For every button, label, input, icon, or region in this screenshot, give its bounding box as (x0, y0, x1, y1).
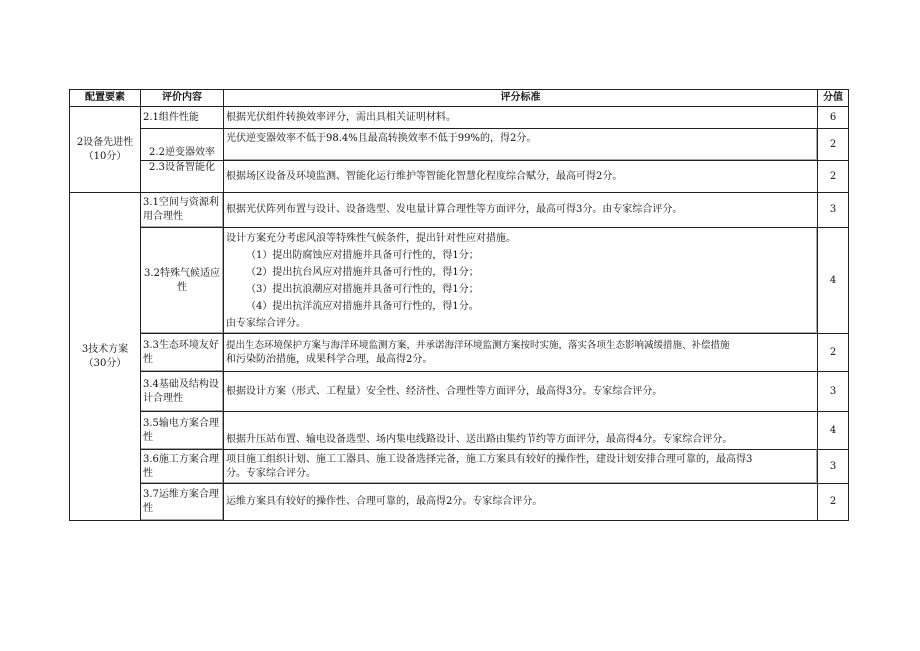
header-row (70, 90, 849, 107)
score-cell: 4 (818, 228, 849, 334)
scoring-table (69, 89, 849, 521)
header-criteria: 评分标准 (224, 90, 818, 107)
criteria-cell (224, 412, 818, 450)
criteria-cell (224, 484, 818, 521)
table-row (70, 450, 849, 484)
item-cell: 3.4基础及结构设计合理性 (141, 372, 224, 412)
element-cell: 2设备先进性（10分） (70, 107, 141, 193)
score-cell: 3 (818, 193, 849, 228)
table-row (70, 412, 849, 450)
criteria-cell (224, 107, 818, 129)
table-row (70, 372, 849, 412)
criteria-line: 根据光伏阵列布置与设计、设备选型、发电量计算合理性等方面评分，最高可得3分。由专家综合评分。 (226, 204, 683, 215)
header-element: 配置要素 (70, 90, 141, 107)
criteria-line: 项目施工组织计划、施工工器具、施工设备选择完备，施工方案具有较好的操作性，建设计划安排合理可靠的，最高得3 (226, 453, 753, 465)
table-row (70, 193, 849, 228)
item-cell: 3.2特殊气候适应性 (141, 228, 224, 334)
item-cell: 3.6施工方案合理性 (141, 450, 224, 484)
score-cell: 6 (818, 107, 849, 129)
score-cell: 3 (818, 372, 849, 412)
criteria-cell (224, 161, 818, 193)
element-cell: 3技术方案（30分） (70, 193, 141, 521)
score-cell: 3 (818, 450, 849, 484)
criteria-cell (224, 450, 818, 484)
table-row (70, 484, 849, 521)
table-row (70, 228, 849, 334)
criteria-line: 根据光伏组件转换效率评分，需出具相关证明材料。 (226, 111, 456, 123)
criteria-line: 运维方案具有较好的操作性、合理可靠的，最高得2分。专家综合评分。 (226, 496, 543, 507)
criteria-line: 提出生态环境保护方案与海洋环境监测方案，并承诺海洋环境监测方案按时实施，落实各项生态影响减缓措施、补偿措施 (226, 339, 730, 351)
score-cell: 2 (818, 334, 849, 372)
table-row (70, 334, 849, 372)
criteria-line: 光伏逆变器效率不低于98.4%且最高转换效率不低于99%的，得2分。 (226, 133, 537, 144)
criteria-line: 根据场区设备及环境监测、智能化运行维护等智能化智慧化程度综合赋分，最高可得2分。 (226, 170, 623, 182)
header-content: 评价内容 (141, 90, 224, 107)
item-cell: 2.2逆变器效率 (141, 129, 224, 161)
table-row (70, 107, 849, 129)
score-cell: 2 (818, 129, 849, 161)
criteria-line: 分。专家综合评分。 (226, 467, 316, 479)
item-cell: 2.3设备智能化 (141, 161, 224, 193)
criteria-cell (224, 228, 818, 334)
criteria-subitem: （1）提出防腐蚀应对措施并具备可行性的，得1分； (246, 249, 479, 261)
criteria-subitem: （3）提出抗浪潮应对措施并具备可行性的，得1分； (246, 283, 479, 295)
score-cell: 2 (818, 161, 849, 193)
criteria-line: 根据设计方案（形式、工程量）安全性、经济性、合理性等方面评分，最高得3分。专家综合评分。 (226, 385, 663, 397)
criteria-cell (224, 372, 818, 412)
criteria-line: 由专家综合评分。 (226, 317, 306, 329)
table-row (70, 129, 849, 161)
criteria-subitem: （2）提出抗台风应对措施并具备可行性的，得1分； (246, 266, 479, 278)
criteria-line: 根据升压站布置、输电设备选型、场内集电线路设计、送出路由集约节约等方面评分，最高得4分。专家综合评分。 (226, 434, 733, 445)
item-cell: 3.3生态环境友好性 (141, 334, 224, 372)
item-cell: 3.1空间与资源利用合理性 (141, 193, 224, 228)
criteria-cell (224, 193, 818, 228)
header-score: 分值 (818, 90, 849, 107)
criteria-line: 和污染防治措施，成果科学合理，最高得2分。 (226, 353, 433, 365)
item-cell: 3.7运维方案合理性 (141, 484, 224, 521)
table-row (70, 161, 849, 193)
criteria-line: 设计方案充分考虑风浪等特殊性气候条件，提出针对性应对措施。 (226, 232, 516, 244)
criteria-subitem: （4）提出抗洋流应对措施并具备可行性的，得1分。 (246, 300, 479, 312)
criteria-cell (224, 334, 818, 372)
item-cell: 3.5输电方案合理性 (141, 412, 224, 450)
criteria-cell (224, 129, 818, 161)
score-cell: 4 (818, 412, 849, 450)
score-cell: 2 (818, 484, 849, 521)
item-cell: 2.1组件性能 (141, 107, 224, 129)
